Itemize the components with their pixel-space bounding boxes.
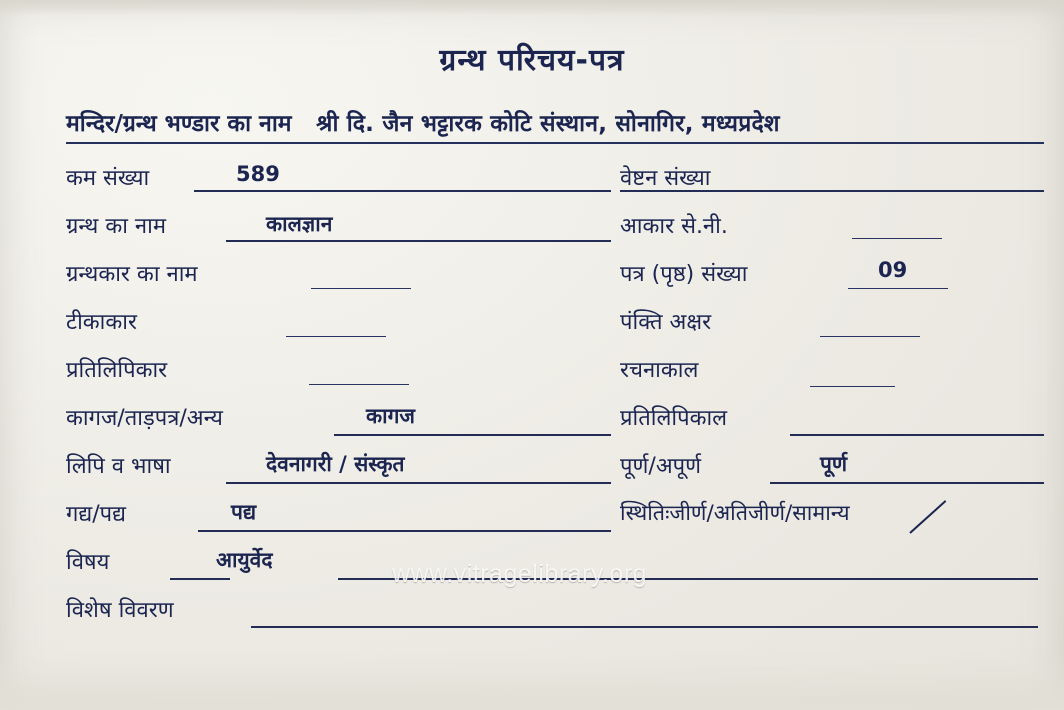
watermark: www.vitragelibrary.org [392, 560, 648, 588]
field-vishesh-vivaran [66, 592, 611, 640]
field-granth-ka-naam [66, 208, 611, 256]
field-value: 09 [878, 258, 908, 282]
field-label: प्रतिलिपिकाल [620, 406, 728, 431]
field-label: ग्रन्थकार का नाम [66, 262, 198, 287]
field-patra-sankhya [620, 256, 1044, 304]
field-lipi-va-bhasha [66, 448, 611, 496]
field-rule [620, 190, 1044, 192]
field-label: गद्य/पद्य [66, 502, 127, 527]
form-row [0, 256, 1064, 304]
field-vishay [66, 544, 611, 592]
field-value: आयुर्वेद [216, 548, 273, 572]
field-aakar-cm [620, 208, 1044, 256]
field-value: 589 [236, 162, 280, 186]
field-label: प्रतिलिपिकार [66, 358, 168, 383]
paper-edge-top [0, 0, 1064, 16]
field-value: पद्य [231, 500, 257, 524]
form-row [0, 400, 1064, 448]
field-label: कागज/ताड़पत्र/अन्य [66, 406, 223, 431]
field-label: विशेष विवरण [66, 598, 174, 623]
form-row [0, 352, 1064, 400]
field-label: लिपि व भाषा [66, 454, 171, 479]
field-label: स्थितिःजीर्ण/अतिजीर्ण/सामान्य [620, 501, 850, 526]
field-rule [790, 434, 1044, 436]
form-row [0, 592, 1064, 640]
field-sthiti [620, 496, 1044, 544]
field-label: वेष्टन संख्या [620, 166, 711, 191]
form-row [0, 544, 1064, 592]
field-rule [311, 288, 411, 289]
field-rule [852, 238, 942, 239]
field-rule [226, 482, 611, 484]
form-row [0, 160, 1064, 208]
field-label: ग्रन्थ का नाम [66, 214, 166, 239]
field-value: कालज्ञान [266, 212, 333, 236]
field-rule [226, 240, 611, 242]
field-veshtan-sankhya [620, 160, 1044, 208]
form-row [0, 208, 1064, 256]
field-pratilipikar [66, 352, 611, 400]
field-label: पूर्ण/अपूर्ण [620, 454, 702, 479]
form-row [0, 304, 1064, 352]
field-label: टीकाकार [66, 310, 137, 335]
field-value: कागज [366, 404, 415, 428]
field-kagaj-tadpatra-anya [66, 400, 611, 448]
field-value: देवनागरी / संस्कृत [266, 452, 405, 476]
field-purna-apurna [620, 448, 1044, 496]
field-rule [820, 336, 920, 337]
form-row [0, 448, 1064, 496]
field-label: कम संख्या [66, 166, 150, 191]
field-label: रचनाकाल [620, 358, 699, 383]
field-rule [198, 530, 611, 532]
field-pratilipikaal [620, 400, 1044, 448]
temple-name-value: श्री दि. जैन भट्टारक कोटि संस्थान, सोनागिर, मध्यप्रदेश [316, 111, 780, 137]
field-label: पंक्ति अक्षर [620, 310, 712, 335]
field-rule-long [338, 578, 1038, 580]
field-rule [194, 190, 611, 192]
strikethrough-mark [909, 500, 946, 534]
field-rule [334, 434, 611, 436]
field-rule [810, 386, 895, 387]
field-kram-sankhya [66, 160, 611, 208]
field-tikakar [66, 304, 611, 352]
form-row [0, 496, 1064, 544]
form-rows [0, 160, 1064, 640]
field-label: पत्र (पृष्ठ) संख्या [620, 262, 748, 287]
field-rule [170, 578, 230, 580]
field-rule [848, 288, 948, 289]
field-label: आकार से.नी. [620, 214, 728, 239]
field-rule [770, 482, 1044, 484]
field-rule [286, 336, 386, 337]
temple-name-rule [66, 142, 1044, 144]
field-value: पूर्ण [820, 452, 848, 476]
temple-name-label: मन्दिर/ग्रन्थ भण्डार का नाम [66, 111, 292, 137]
temple-name-row [66, 106, 1046, 138]
page-title: ग्रन्थ परिचय-पत्र [439, 43, 625, 78]
field-pankti-akshar [620, 304, 1044, 352]
field-label: विषय [66, 550, 110, 575]
field-rule [251, 626, 1038, 628]
field-gadya-padya [66, 496, 611, 544]
field-rachnakaal [620, 352, 1044, 400]
paper-edge-bottom [0, 650, 1064, 710]
field-rule [309, 384, 409, 385]
field-granthkar-ka-naam [66, 256, 611, 304]
